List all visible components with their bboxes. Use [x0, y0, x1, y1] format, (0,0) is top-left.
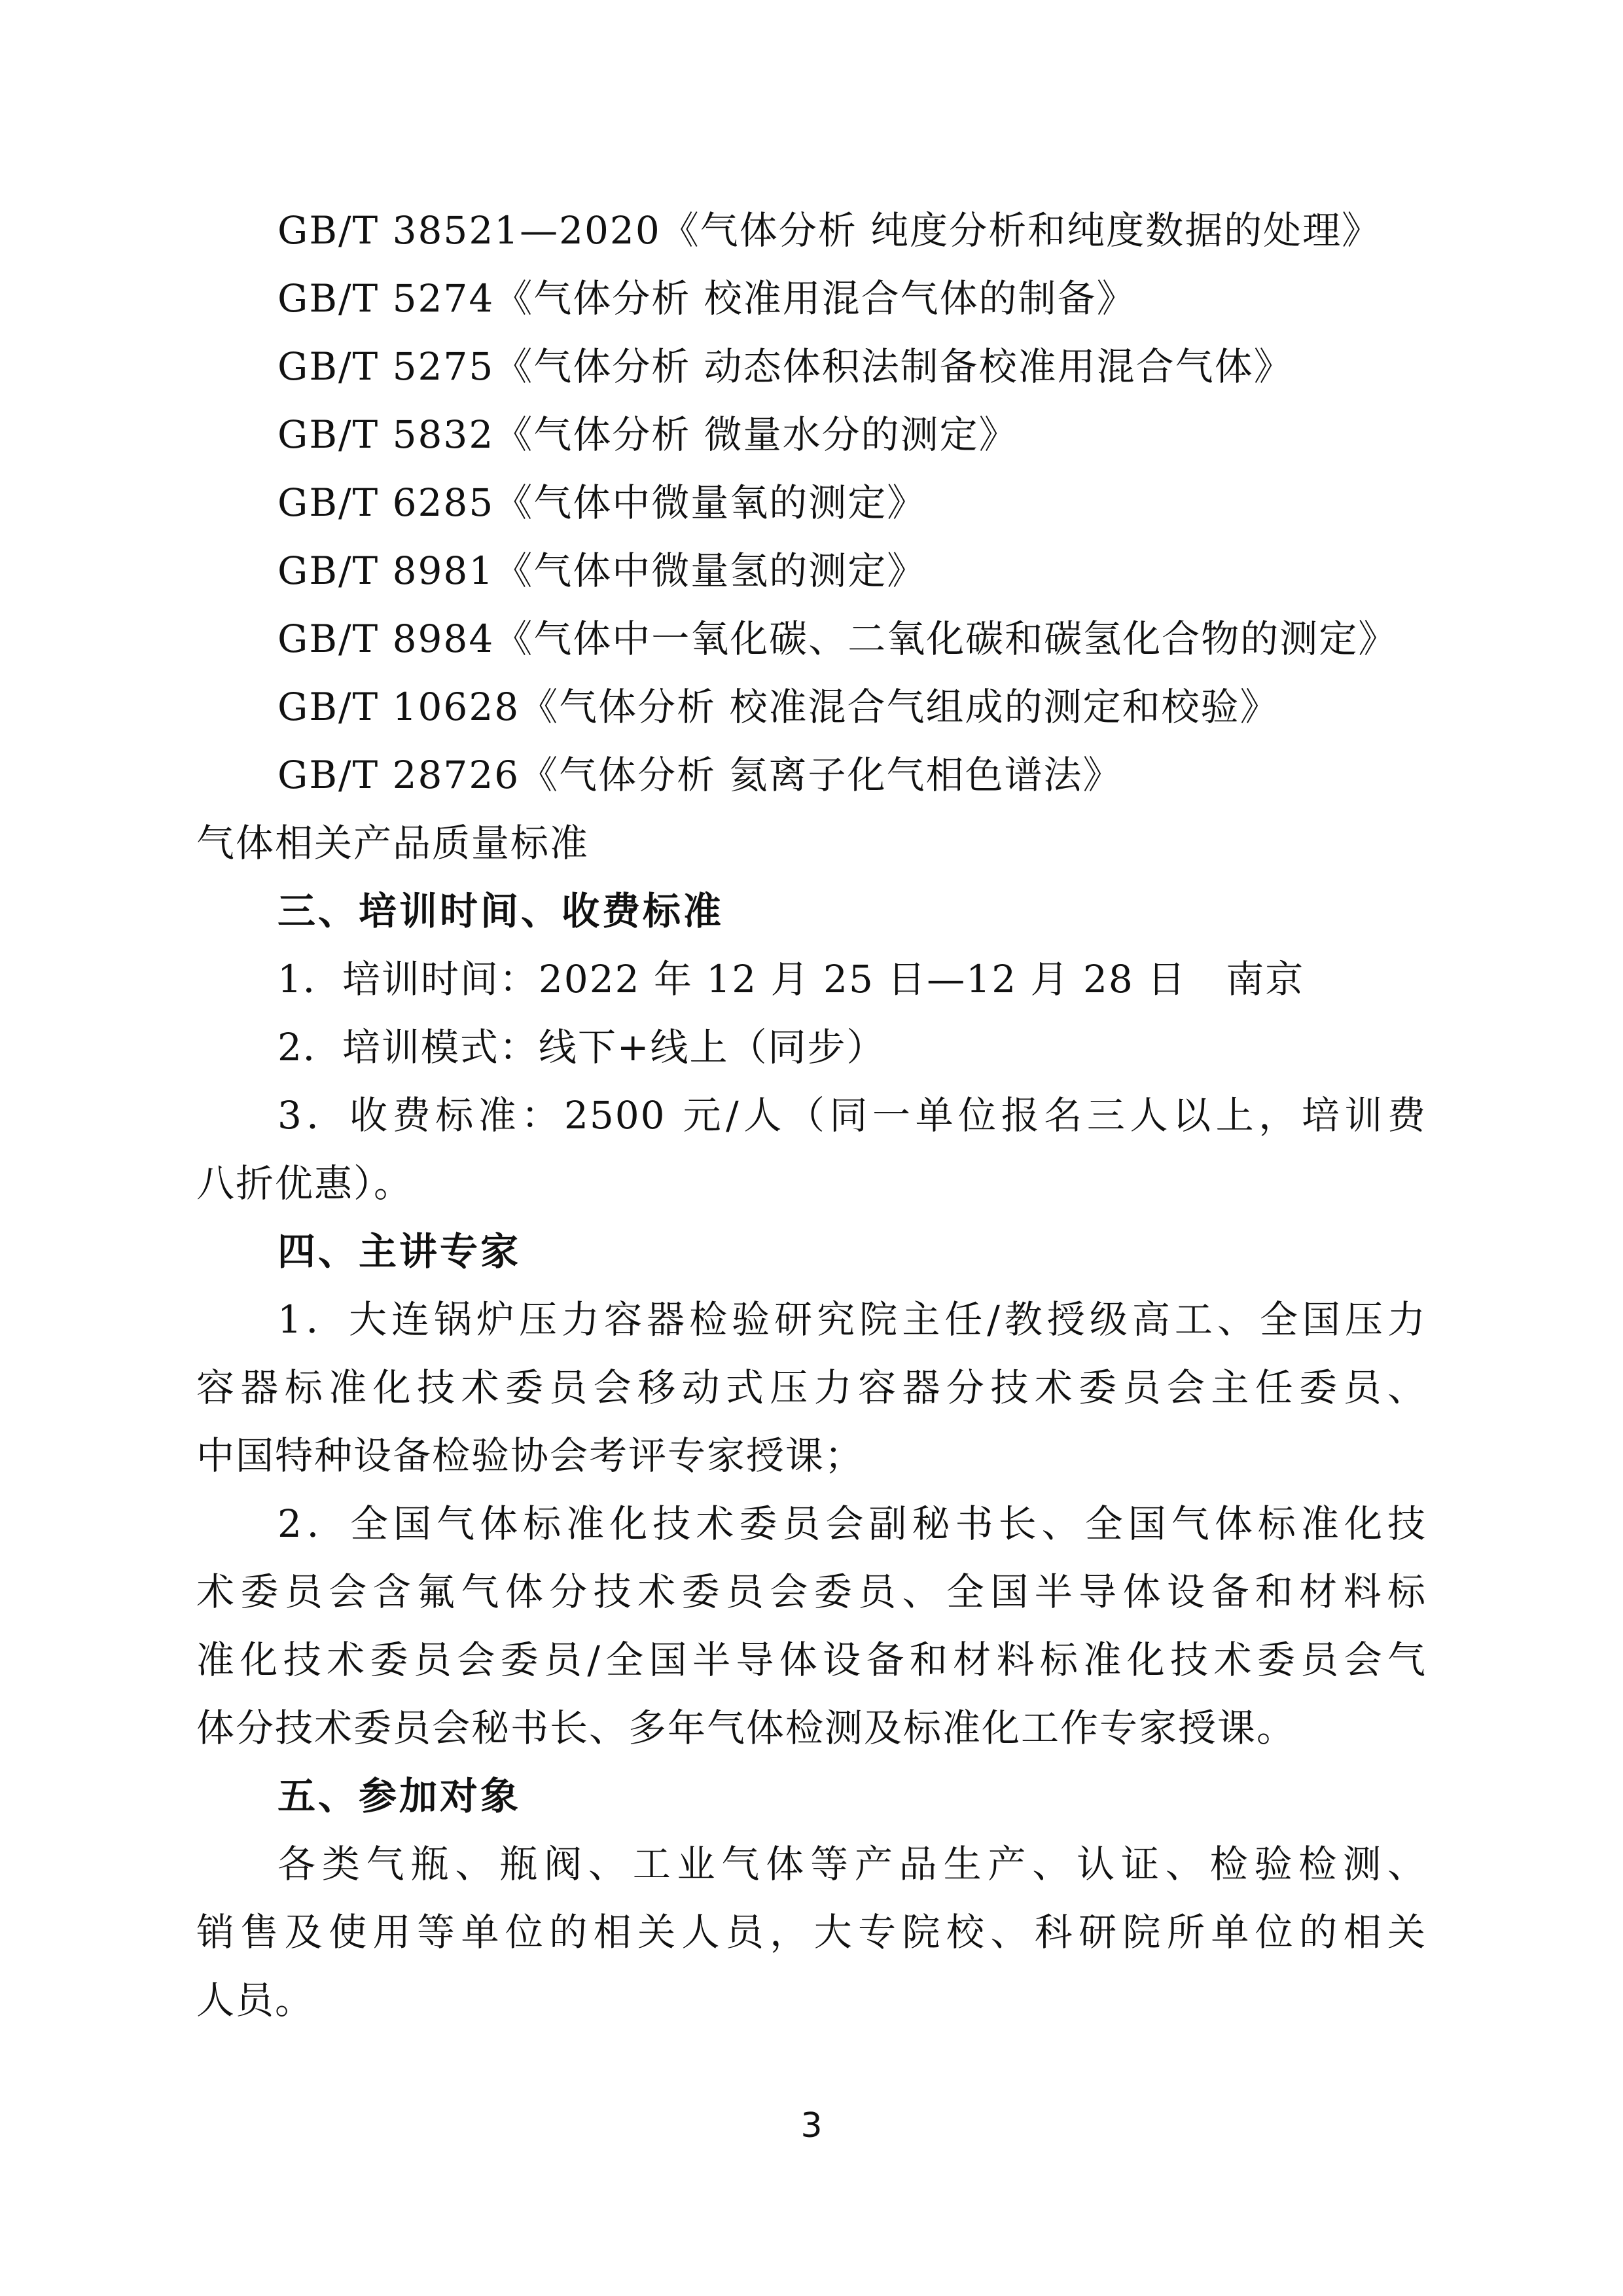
page-body: [196, 196, 1427, 2034]
standard-item-3: GB/T 5275《气体分析 动态体积法制备校准用混合气体》: [277, 344, 1293, 389]
section-3-heading: 三、培训时间、收费标准: [277, 889, 724, 933]
section-5-line-2: 销售及使用等单位的相关人员，大专院校、科研院所单位的相关: [196, 1910, 1427, 1954]
standard-item-1: GB/T 38521—2020《气体分析 纯度分析和纯度数据的处理》: [277, 208, 1382, 253]
section-4-item-1: [196, 1285, 1427, 1490]
section-4-item-2-line-4: 体分技术委员会秘书长、多年气体检测及标准化工作专家授课。: [196, 1706, 1296, 1750]
section-4-item-2-line-2: 术委员会含氟气体分技术委员会委员、全国半导体设备和材料标: [196, 1570, 1427, 1614]
section-4-item-1-line-3: 中国特种设备检验协会考评专家授课；: [196, 1433, 865, 1478]
section-4-item-2-line-3: 准化技术委员会委员/全国半导体设备和材料标准化技术委员会气: [196, 1638, 1427, 1682]
standard-item-7: GB/T 8984《气体中一氧化碳、二氧化碳和碳氢化合物的测定》: [277, 617, 1398, 661]
page-number: 3: [800, 2106, 823, 2145]
section-5-line-1: 各类气瓶、瓶阀、工业气体等产品生产、认证、检验检测、: [277, 1842, 1427, 1886]
section-4-item-1-line-2: 容器标准化技术委员会移动式压力容器分技术委员会主任委员、: [196, 1365, 1427, 1410]
section-3-item-3: [196, 1081, 1427, 1217]
standard-item-8: GB/T 10628《气体分析 校准混合气组成的测定和校验》: [277, 685, 1279, 729]
standards-tail: 气体相关产品质量标准: [196, 821, 590, 865]
section-4-heading: 四、主讲专家: [277, 1229, 522, 1274]
section-4-item-1-line-1: 1．大连锅炉压力容器检验研究院主任/教授级高工、全国压力: [277, 1297, 1427, 1342]
section-3-item-3-line-2: 八折优惠）。: [196, 1161, 414, 1206]
section-5-line-3: 人员。: [196, 1978, 315, 2022]
section-4-item-2-line-1: 2．全国气体标准化技术委员会副秘书长、全国气体标准化技: [277, 1501, 1427, 1546]
standard-item-2: GB/T 5274《气体分析 校准用混合气体的制备》: [277, 276, 1136, 321]
section-5-body: [196, 1830, 1427, 2034]
section-3-item-2: 2．培训模式：线下+线上（同步）: [277, 1025, 886, 1069]
standard-item-9: GB/T 28726《气体分析 氦离子化气相色谱法》: [277, 753, 1122, 797]
standard-item-5: GB/T 6285《气体中微量氧的测定》: [277, 480, 927, 525]
standard-item-4: GB/T 5832《气体分析 微量水分的测定》: [277, 412, 1018, 457]
section-5-heading: 五、参加对象: [277, 1774, 522, 1818]
standard-item-6: GB/T 8981《气体中微量氢的测定》: [277, 548, 927, 593]
section-3-item-1: 1．培训时间：2022 年 12 月 25 日—12 月 28 日 南京: [277, 957, 1305, 1001]
section-3-item-3-line-1: 3．收费标准：2500 元/人（同一单位报名三人以上，培训费: [277, 1093, 1427, 1138]
section-4-item-2: [196, 1490, 1427, 1762]
